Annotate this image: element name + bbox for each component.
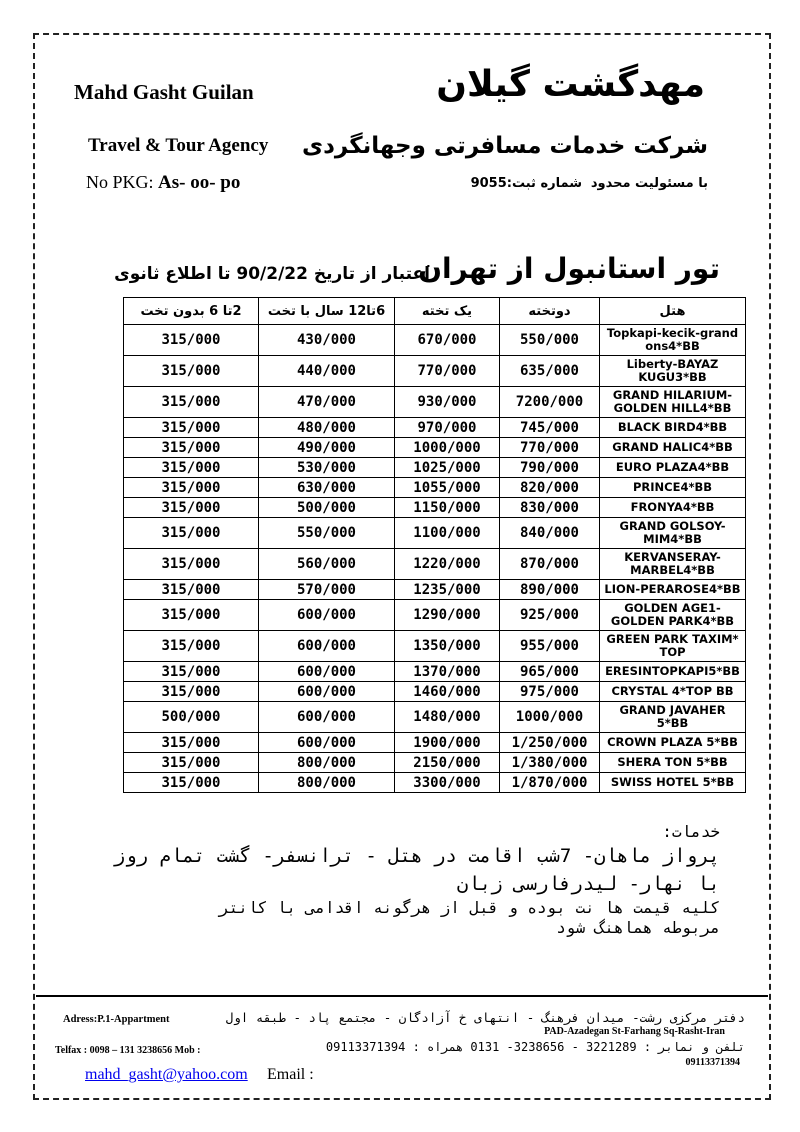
table-row <box>124 733 746 753</box>
cell-child-no-bed: 315/000 <box>124 518 259 549</box>
cell-hotel: GRAND GOLSOY-MIM4*BB <box>600 518 746 549</box>
services-line-2: با نهار- لیدرفارسی زبان <box>456 873 720 895</box>
cell-child-no-bed: 315/000 <box>124 325 259 356</box>
cell-child-no-bed: 315/000 <box>124 356 259 387</box>
cell-child-no-bed: 315/000 <box>124 580 259 600</box>
brand-name-persian: مهدگشت گیلان <box>436 64 705 105</box>
cell-single: 1055/000 <box>395 478 500 498</box>
cell-hotel: PRINCE4*BB <box>600 478 746 498</box>
cell-hotel: CRYSTAL 4*TOP BB <box>600 682 746 702</box>
validity-date: اعتبار از تاریخ 90/2/22 تا اطلاع ثانوی <box>114 264 430 284</box>
table-row <box>124 356 746 387</box>
cell-hotel: GOLDEN AGE1-GOLDEN PARK4*BB <box>600 600 746 631</box>
cell-double: 965/000 <box>500 662 600 682</box>
table-row <box>124 662 746 682</box>
table-row <box>124 438 746 458</box>
table-row <box>124 418 746 438</box>
table-row <box>124 702 746 733</box>
company-type: با مسئولیت محدود <box>590 176 708 191</box>
cell-child-with-bed: 440/000 <box>259 356 395 387</box>
cell-double: 7200/000 <box>500 387 600 418</box>
cell-double: 925/000 <box>500 600 600 631</box>
price-table <box>123 297 746 793</box>
cell-double: 635/000 <box>500 356 600 387</box>
cell-double: 820/000 <box>500 478 600 498</box>
cell-child-with-bed: 530/000 <box>259 458 395 478</box>
cell-child-no-bed: 315/000 <box>124 631 259 662</box>
cell-child-no-bed: 315/000 <box>124 498 259 518</box>
cell-child-with-bed: 490/000 <box>259 438 395 458</box>
email-link[interactable]: mahd_gasht@yahoo.com <box>85 1066 248 1083</box>
cell-hotel: GRAND HILARIUM-GOLDEN HILL4*BB <box>600 387 746 418</box>
mobile-number: 09113371394 <box>685 1057 740 1068</box>
table-header-row <box>124 298 746 325</box>
registration-number: شماره ثبت:9055 <box>470 176 582 191</box>
email-label: Email : <box>267 1066 314 1083</box>
cell-single: 970/000 <box>395 418 500 438</box>
phone-numbers: تلفن و نمابر : 3221289 - 3238656- 0131 همراه : 09113371394 <box>325 1040 745 1054</box>
cell-child-with-bed: 480/000 <box>259 418 395 438</box>
cell-child-no-bed: 315/000 <box>124 733 259 753</box>
cell-child-with-bed: 500/000 <box>259 498 395 518</box>
cell-double: 1/870/000 <box>500 773 600 793</box>
cell-child-no-bed: 500/000 <box>124 702 259 733</box>
cell-double: 870/000 <box>500 549 600 580</box>
cell-child-with-bed: 570/000 <box>259 580 395 600</box>
cell-hotel: FRONYA4*BB <box>600 498 746 518</box>
cell-double: 770/000 <box>500 438 600 458</box>
cell-double: 550/000 <box>500 325 600 356</box>
table-row <box>124 580 746 600</box>
package-value: As- oo- po <box>158 172 241 193</box>
cell-child-no-bed: 315/000 <box>124 438 259 458</box>
table-row <box>124 773 746 793</box>
tour-title: تور استانبول از تهران <box>418 252 720 285</box>
price-note-line-1: کلیه قیمت ها نت بوده و قبل از هرگونه اقدامی با کانتر <box>219 898 720 917</box>
cell-single: 1460/000 <box>395 682 500 702</box>
cell-hotel: LION-PERAROSE4*BB <box>600 580 746 600</box>
cell-child-with-bed: 470/000 <box>259 387 395 418</box>
header-child-no-bed: 2تا 6 بدون تخت <box>124 298 259 325</box>
table-row <box>124 387 746 418</box>
cell-child-no-bed: 315/000 <box>124 753 259 773</box>
services-line-1: پرواز ماهان- 7شب اقامت در هتل - ترانسفر- گشت تمام روز <box>113 845 720 867</box>
cell-hotel: SHERA TON 5*BB <box>600 753 746 773</box>
tagline-english: Travel & Tour Agency <box>88 135 269 156</box>
cell-child-with-bed: 600/000 <box>259 733 395 753</box>
table-row <box>124 600 746 631</box>
cell-child-with-bed: 430/000 <box>259 325 395 356</box>
cell-single: 1235/000 <box>395 580 500 600</box>
cell-single: 1000/000 <box>395 438 500 458</box>
cell-single: 1350/000 <box>395 631 500 662</box>
cell-child-no-bed: 315/000 <box>124 478 259 498</box>
header-hotel: هتل <box>600 298 746 325</box>
cell-single: 1370/000 <box>395 662 500 682</box>
telfax: Telfax : 0098 – 131 3238656 Mob : <box>55 1045 201 1056</box>
brand-name-english: Mahd Gasht Guilan <box>74 80 254 104</box>
cell-child-no-bed: 315/000 <box>124 418 259 438</box>
tagline-persian: شرکت خدمات مسافرتی وجهانگردی <box>302 133 708 159</box>
footer-divider <box>36 995 768 997</box>
address-label: Adress:P.1-Appartment <box>63 1014 170 1025</box>
package-number <box>86 172 240 194</box>
table-row <box>124 518 746 549</box>
cell-child-with-bed: 600/000 <box>259 682 395 702</box>
table-row <box>124 753 746 773</box>
cell-child-with-bed: 550/000 <box>259 518 395 549</box>
cell-double: 1/250/000 <box>500 733 600 753</box>
cell-single: 1480/000 <box>395 702 500 733</box>
cell-child-with-bed: 600/000 <box>259 631 395 662</box>
services-title: خدمات: <box>662 822 720 841</box>
cell-double: 1/380/000 <box>500 753 600 773</box>
cell-single: 670/000 <box>395 325 500 356</box>
cell-single: 770/000 <box>395 356 500 387</box>
cell-double: 790/000 <box>500 458 600 478</box>
cell-double: 745/000 <box>500 418 600 438</box>
cell-hotel: BLACK BIRD4*BB <box>600 418 746 438</box>
price-note-line-2: مربوطه هماهنگ شود <box>556 918 720 937</box>
table-row <box>124 631 746 662</box>
cell-double: 840/000 <box>500 518 600 549</box>
cell-hotel: ERESINTOPKAPI5*BB <box>600 662 746 682</box>
cell-hotel: GRAND JAVAHER 5*BB <box>600 702 746 733</box>
table-row <box>124 549 746 580</box>
cell-hotel: EURO PLAZA4*BB <box>600 458 746 478</box>
address-persian: دفتر مرکزی رشت- میدان فرهنگ - انتهای خ آزادگان - مجتمع پاد - طبقه اول <box>225 1010 745 1025</box>
cell-child-with-bed: 560/000 <box>259 549 395 580</box>
cell-single: 2150/000 <box>395 753 500 773</box>
cell-child-with-bed: 600/000 <box>259 662 395 682</box>
cell-double: 830/000 <box>500 498 600 518</box>
table-row <box>124 498 746 518</box>
table-row <box>124 458 746 478</box>
header-child-with-bed: 6تا12 سال با تخت <box>259 298 395 325</box>
cell-child-with-bed: 800/000 <box>259 773 395 793</box>
cell-single: 1100/000 <box>395 518 500 549</box>
cell-hotel: CROWN PLAZA 5*BB <box>600 733 746 753</box>
table-row <box>124 682 746 702</box>
package-label: No PKG: <box>86 172 154 192</box>
cell-single: 1150/000 <box>395 498 500 518</box>
cell-hotel: Liberty-BAYAZ KUGU3*BB <box>600 356 746 387</box>
cell-hotel: GREEN PARK TAXIM* TOP <box>600 631 746 662</box>
cell-single: 1290/000 <box>395 600 500 631</box>
cell-hotel: GRAND HALIC4*BB <box>600 438 746 458</box>
cell-child-no-bed: 315/000 <box>124 600 259 631</box>
address-english: PAD-Azadegan St-Farhang Sq-Rasht-Iran <box>544 1026 725 1037</box>
cell-double: 955/000 <box>500 631 600 662</box>
cell-double: 1000/000 <box>500 702 600 733</box>
cell-child-no-bed: 315/000 <box>124 458 259 478</box>
cell-child-with-bed: 600/000 <box>259 702 395 733</box>
cell-single: 1025/000 <box>395 458 500 478</box>
header-double: دوتخته <box>500 298 600 325</box>
cell-hotel: KERVANSERAY-MARBEL4*BB <box>600 549 746 580</box>
cell-child-with-bed: 630/000 <box>259 478 395 498</box>
cell-child-no-bed: 315/000 <box>124 773 259 793</box>
cell-child-no-bed: 315/000 <box>124 387 259 418</box>
cell-single: 930/000 <box>395 387 500 418</box>
cell-single: 1900/000 <box>395 733 500 753</box>
cell-single: 3300/000 <box>395 773 500 793</box>
cell-child-no-bed: 315/000 <box>124 682 259 702</box>
table-row <box>124 325 746 356</box>
cell-double: 890/000 <box>500 580 600 600</box>
cell-child-no-bed: 315/000 <box>124 662 259 682</box>
cell-double: 975/000 <box>500 682 600 702</box>
header-single: یک تخته <box>395 298 500 325</box>
cell-hotel: Topkapi-kecik-grand ons4*BB <box>600 325 746 356</box>
cell-single: 1220/000 <box>395 549 500 580</box>
cell-child-with-bed: 800/000 <box>259 753 395 773</box>
table-row <box>124 478 746 498</box>
cell-hotel: SWISS HOTEL 5*BB <box>600 773 746 793</box>
cell-child-with-bed: 600/000 <box>259 600 395 631</box>
cell-child-no-bed: 315/000 <box>124 549 259 580</box>
